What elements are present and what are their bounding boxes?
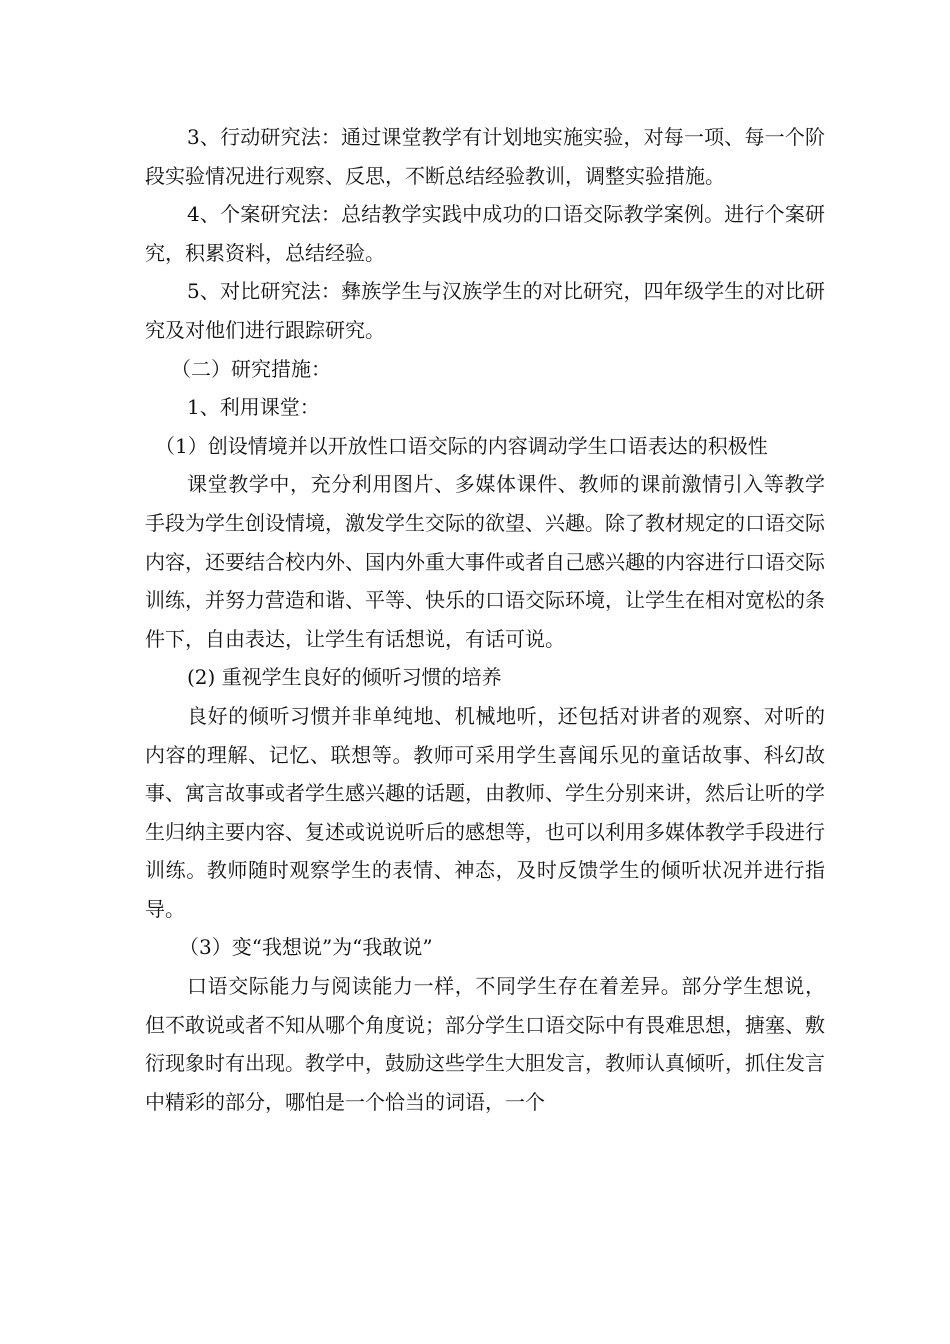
paragraph-listening-habits: 良好的倾听习惯并非单纯地、机械地听，还包括对讲者的观察、对听的内容的理解、记忆、联想等。教师可采用学生喜闻乐见的童话故事、科幻故事、寓言故事或者学生感兴趣的话题，由教师、学生分别来讲，然后让听的学生归纳主要内容、复述或说说听后的感想等，也可以利用多媒体教学手段进行训练。教师随时观察学生的表情、神态，及时反馈学生的倾听状况并进行指导。 [145,703,825,921]
paragraph-action-research: 3、行动研究法：通过课堂教学有计划地实施实验，对每一项、每一个阶段实验情况进行观察、反思，不断总结经验教训，调整实验措施。 [145,125,825,188]
subheading-listening-habits: (2) 重视学生良好的倾听习惯的培养 [187,665,502,690]
section-heading-research-measures: （二）研究措施： [171,356,331,381]
paragraph-classroom-teaching: 课堂教学中，充分利用图片、多媒体课件、教师的课前激情引入等教学手段为学生创设情境，激发学生交际的欲望、兴趣。除了教材规定的口语交际内容，还要结合校内外、国内外重大事件或者自己感兴趣的内容进行口语交际训练，并努力营造和谐、平等、快乐的口语交际环境，让学生在相对宽松的条件下，自由表达，让学生有话想说，有话可说。 [145,472,825,651]
subheading-use-classroom: 1、利用课堂： [187,395,320,420]
paragraph-comparative-research: 5、对比研究法：彝族学生与汉族学生的对比研究，四年级学生的对比研究及对他们进行跟踪研究。 [145,279,825,342]
document-body [145,118,825,1121]
subheading-dare-to-speak: （3）变“我想说”为“我敢说” [179,935,433,960]
paragraph-oral-communication: 口语交际能力与阅读能力一样，不同学生存在着差异。部分学生想说，但不敢说或者不知从哪个角度说；部分学生口语交际中有畏难思想，搪塞、敷衍现象时有出现。教学中，鼓励这些学生大胆发言，教师认真倾听，抓住发言中精彩的部分，哪怕是一个恰当的词语，一个 [145,974,825,1114]
paragraph-case-study: 4、个案研究法：总结教学实践中成功的口语交际教学案例。进行个案研究，积累资料，总结经验。 [145,202,825,265]
subheading-create-situations: （1）创设情境并以开放性口语交际的内容调动学生口语表达的积极性 [155,433,768,458]
